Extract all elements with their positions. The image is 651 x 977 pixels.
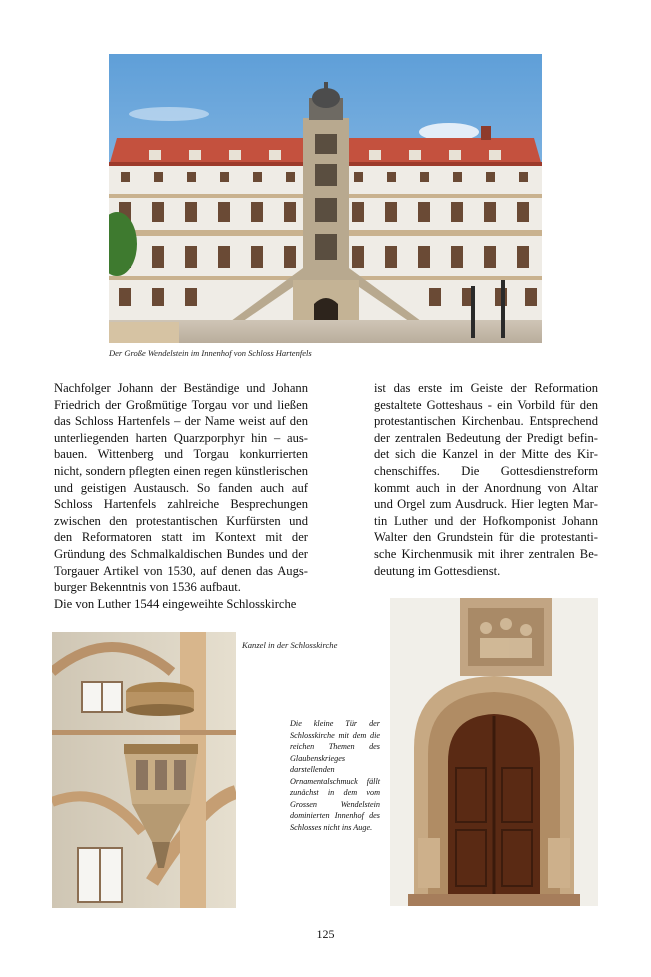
left-column-paragraph-1: Nachfolger Johann der Beständige und Johann Friedrich der Großmütige Torgau vor und ließen das Schloss Hartenfels – der Name weist auf den unterliegenden harten Quarzporphyr hin – ausbauen. Wittenberg und Torgau konkurrierten nicht, sondern pflegten einen regen künstlerischen und geistigen Austausch. So fanden auch auf Schloss Hartenfels zahlreiche Besprechungen zwischen den protestantischen Kurfürsten und den Reformatoren statt im Kontext mit der Gründung des Schmalkaldischen Bundes und der Torgauer Artikel von 1530, auf denen das Augsburger Bekenntnis von 1536 aufbaut. — [54, 381, 308, 595]
right-text-column — [374, 380, 598, 579]
left-text-column — [54, 380, 308, 612]
castle-photo — [109, 54, 542, 343]
right-column-paragraph: ist das erste im Geiste der Reformation gestaltete Gotteshaus - ein Vorbild für den protestantischen Kirchenbau. Entsprechend der zentralen Bedeutung der Predigt befindet sich die Kanzel in der Mitte des Kirchenschiffes. Die Gottesdienstreform kommt auch in der Anordnung von Altar und Orgel zum Ausdruck. Hier legten Martin Luther und der Hofkomponist Johann Walter den Grundstein für die protestantische Kirchenmusik mit ihrer zentralen Bedeutung im Gottesdienst. — [374, 381, 598, 578]
castle-caption: Der Große Wendelstein im Innenhof von Schloss Hartenfels — [109, 348, 312, 358]
left-column-paragraph-2: Die von Luther 1544 eingeweihte Schlosskirche — [54, 596, 297, 611]
pulpit-photo — [52, 632, 236, 908]
pulpit-caption: Kanzel in der Schlosskirche — [242, 640, 338, 650]
door-caption: Die kleine Tür der Schlosskirche mit dem die reichen Themen des Glaubenskrieges darstellenden Ornamentalschmuck fällt zunächst in dem vom Grossen Wendelstein dominierten Innenhof des Schlosses nicht ins Auge. — [290, 719, 380, 832]
door-photo — [390, 598, 598, 906]
page-number: 125 — [316, 927, 335, 941]
